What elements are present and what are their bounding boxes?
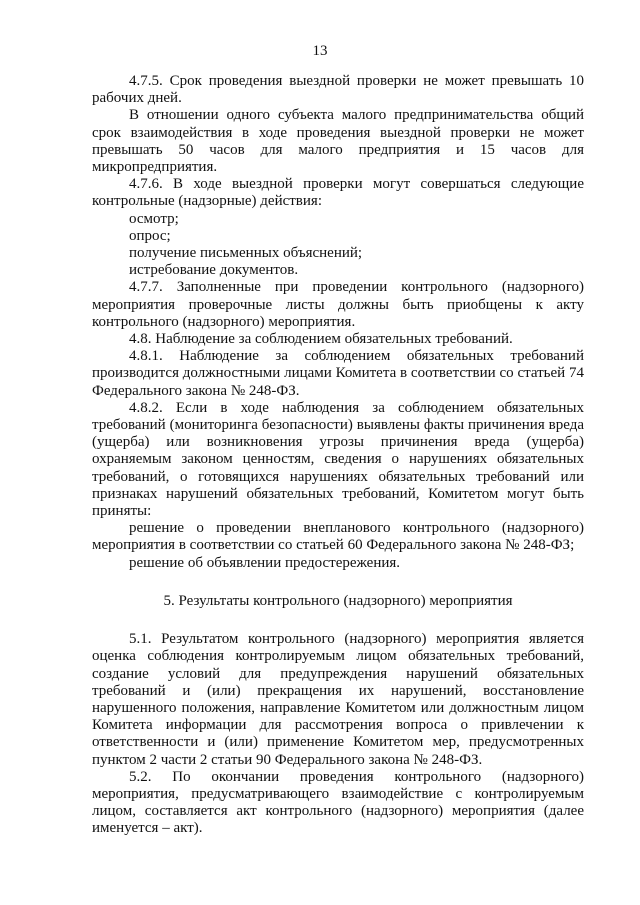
paragraph-4-7-5: 4.7.5. Срок проведения выездной проверки не может превышать 10 рабочих дней. bbox=[92, 73, 584, 107]
paragraph-4-8-1: 4.8.1. Наблюдение за соблюдением обязательных требований производится должностными лицами Комитета в соответствии со статьей 74 Федерального закона № 248-ФЗ. bbox=[92, 348, 584, 399]
paragraph-small-business-term: В отношении одного субъекта малого предпринимательства общий срок взаимодействия в ходе проведения выездной проверки не может превышать 50 часов для малого предприятия и 15 часов для микропредприятия. bbox=[92, 107, 584, 176]
paragraph-warning-decision: решение об объявлении предостережения. bbox=[129, 554, 401, 571]
document-body bbox=[92, 73, 584, 838]
paragraph-5-2: 5.2. По окончании проведения контрольного (надзорного) мероприятия, предусматривающего взаимодействие с контролируемым лицом, составляется акт контрольного (надзорного) мероприятия (далее именуется – акт). bbox=[92, 768, 584, 837]
page-number: 13 bbox=[312, 43, 328, 59]
list-item-document-request: истребование документов. bbox=[129, 262, 299, 279]
section-heading: 5. Результаты контрольного (надзорного) мероприятия bbox=[163, 592, 513, 609]
paragraph-4-7-6: 4.7.6. В ходе выездной проверки могут совершаться следующие контрольные (надзорные) действия: bbox=[92, 176, 584, 210]
list-item-interview: опрос; bbox=[129, 227, 171, 244]
list-item-written-explanations: получение письменных объяснений; bbox=[129, 245, 363, 262]
paragraph-4-7-7: 4.7.7. Заполненные при проведении контрольного (надзорного) мероприятия проверочные листы должны быть приобщены к акту контрольного (надзорного) мероприятия. bbox=[92, 279, 584, 330]
paragraph-4-8-2: 4.8.2. Если в ходе наблюдения за соблюдением обязательных требований (мониторинга безопасности) выявлены факты причинения вреда (ущерба) или возникновения угрозы причинения вреда (ущерба) охраняемым законом ценностям, сведения о нарушениях обязательных требований, о готовящихся нарушениях обязательных требований или признаках нарушений обязательных требований, Комитетом могут быть приняты: bbox=[92, 399, 584, 520]
paragraph-5-1: 5.1. Результатом контрольного (надзорного) мероприятия является оценка соблюдения контролируемым лицом обязательных требований, создание условий для предупреждения нарушений обязательных требований и (или) прекращения их нарушений, восстановление нарушенного положения, направление Комитетом или должностным лицом Комитета информации для рассмотрения вопроса о привлечении к ответственности и (или) применение Комитетом мер, предусмотренных пунктом 2 части 2 статьи 90 Федерального закона № 248-ФЗ. bbox=[92, 631, 584, 768]
paragraph-4-8: 4.8. Наблюдение за соблюдением обязательных требований. bbox=[129, 331, 513, 348]
list-item-inspection: осмотр; bbox=[129, 210, 179, 227]
paragraph-unscheduled-decision: решение о проведении внепланового контрольного (надзорного) мероприятия в соответствии со статьей 60 Федерального закона № 248-ФЗ; bbox=[92, 520, 584, 554]
